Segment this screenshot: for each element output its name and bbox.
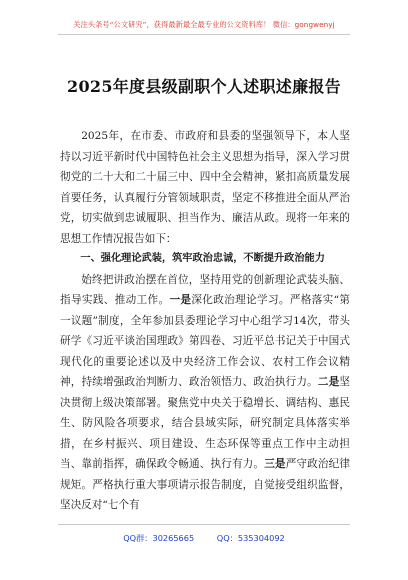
header-divider [58, 34, 350, 35]
point-text: 坚决贯彻上级决策部署。聚焦党中央关于稳增长、调结构、惠民生、防风险各项要求，结合县域实际，研究制定具体落实举措，在乡村振兴、项目建设、生态环保等重点工作中主动担当、靠前指挥，确保政令畅通、执行有力。 [60, 376, 351, 470]
section-paragraph [60, 270, 350, 516]
point-label: 三是 [264, 458, 286, 470]
footer [0, 533, 408, 544]
document-title: 2025年度县级副职个人述职述廉报告 [67, 77, 341, 96]
section-lead: 始终把讲政治摆在首位，坚持用党的创新理论武装头脑、指导实践、推动工作。 [60, 273, 350, 306]
point-text: 深化政治理论学习。严格落实“第一议题”制度，全年参加县委理论学习中心组学习14次，带头研学《习近平谈治国理政》第四卷、习近平总书记关于中国式现代化的重要论述以及中央经济工作会议、农村工作会议精神，持续增强政治判断力、政治领悟力、政治执行力。 [60, 294, 350, 388]
point-text: 严守政治纪律规矩。严格执行重大事项请示报告制度，自觉接受组织监督，坚决反对“七个有 [60, 458, 351, 511]
point-label: 二是 [317, 376, 340, 388]
intro-paragraph: 2025年，在市委、市政府和县委的坚强领导下，本人坚持以习近平新时代中国特色社会主义思想为指导，深入学习贯彻党的二十大和二十届三中、四中全会精神，紧扣高质量发展首要任务，认真履行分管领域职责，坚定不移推进全面从严治党，切实做到忠诚履职、担当作为、廉洁从政。现将一年来的思想工作情况报告如下： [60, 130, 350, 245]
section-heading: 一、强化理论武装，筑牢政治忠诚，不断提升政治能力 [80, 253, 325, 264]
point-label: 一是 [169, 294, 192, 306]
footer-qq: QQ：535304092 [216, 533, 285, 543]
document-body [60, 126, 350, 516]
footer-qq-group: QQ群：30265665 [123, 533, 195, 543]
footer-divider [58, 524, 350, 525]
header-note: 关注头条号“公文研究”，获得最新最全最专业的公文资料库！ 微信：gongwenyj [73, 20, 335, 29]
